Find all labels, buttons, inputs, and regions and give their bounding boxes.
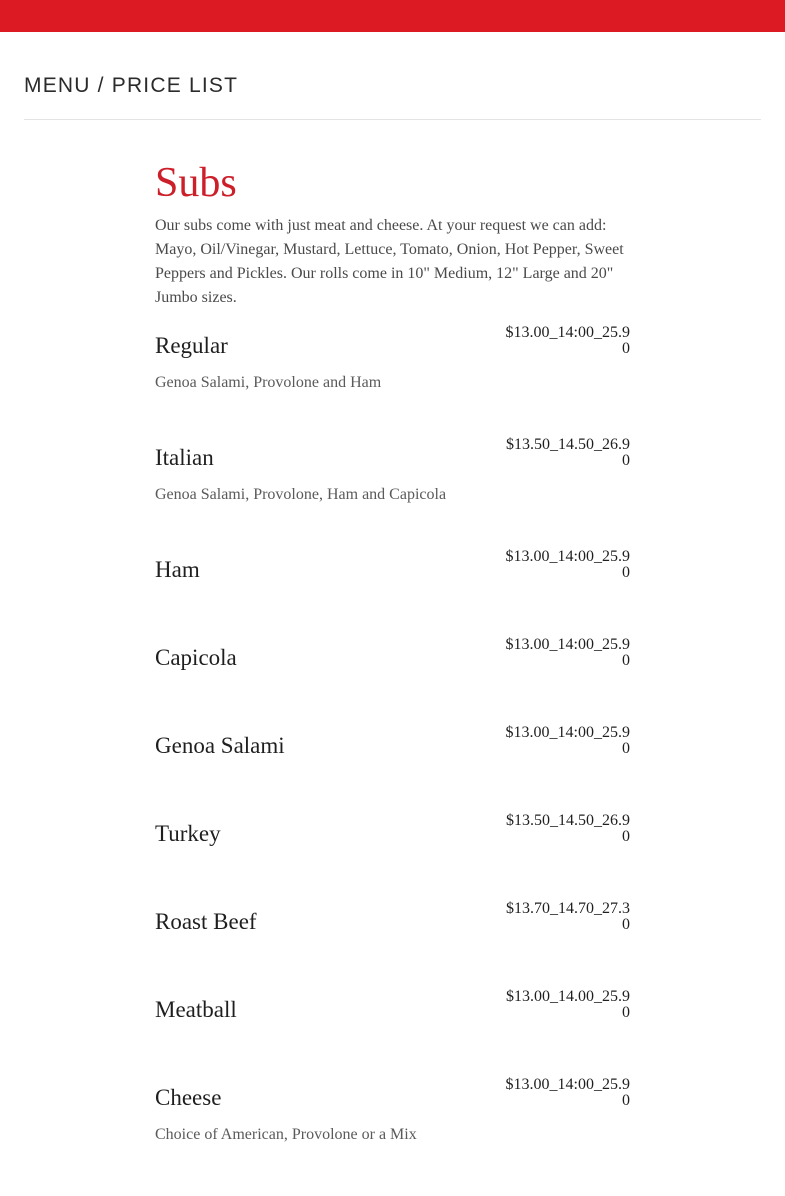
menu-item-name: Cheese (155, 1085, 222, 1110)
menu-item-price: $13.00_14.00_25.90 (506, 988, 630, 1021)
page-title: MENU / PRICE LIST (24, 74, 239, 97)
menu-item-name: Meatball (155, 997, 237, 1022)
menu-item-name: Capicola (155, 645, 237, 670)
menu-item-name: Genoa Salami (155, 733, 285, 758)
cutoff-next-item (512, 1190, 630, 1196)
menu-item-name: Italian (155, 445, 214, 470)
menu-item-description: Genoa Salami, Provolone, Ham and Capicola (155, 486, 447, 503)
header-divider (24, 119, 761, 120)
menu-item-name: Ham (155, 557, 200, 582)
menu-item-price: $13.00_14:00_25.90 (505, 324, 630, 357)
menu-item-name: Regular (155, 333, 228, 358)
menu-item-name: Turkey (155, 821, 221, 846)
menu-section (155, 158, 631, 310)
menu-item-price: $13.00_14:00_25.90 (505, 636, 630, 669)
menu-item-description: Genoa Salami, Provolone and Ham (155, 374, 382, 391)
menu-item-price: $13.70_14.70_27.30 (506, 900, 630, 933)
section-description: Our subs come with just meat and cheese. At your request we can add: Mayo, Oil/Vinegar, Mustard, Lettuce, Tomato, Onion, Hot Pepper, Sweet Peppers and Pickles. Our rolls come in 10" Medium, 12" Large and 20" Jumbo sizes. (155, 217, 624, 306)
menu-item-price: $13.50_14.50_26.90 (506, 812, 630, 845)
section-title: Subs (155, 160, 237, 206)
menu-item-price: $13.50_14.50_26.90 (506, 436, 630, 469)
menu-item-name: Roast Beef (155, 909, 257, 934)
menu-item-price: $13.00_14:00_25.90 (505, 724, 630, 757)
menu-item-price: $13.00_14:00_25.90 (505, 1076, 630, 1109)
menu-item-description: Choice of American, Provolone or a Mix (155, 1126, 417, 1143)
top-brand-bar (0, 0, 785, 32)
menu-item-price: $13.00_14:00_25.90 (505, 548, 630, 581)
